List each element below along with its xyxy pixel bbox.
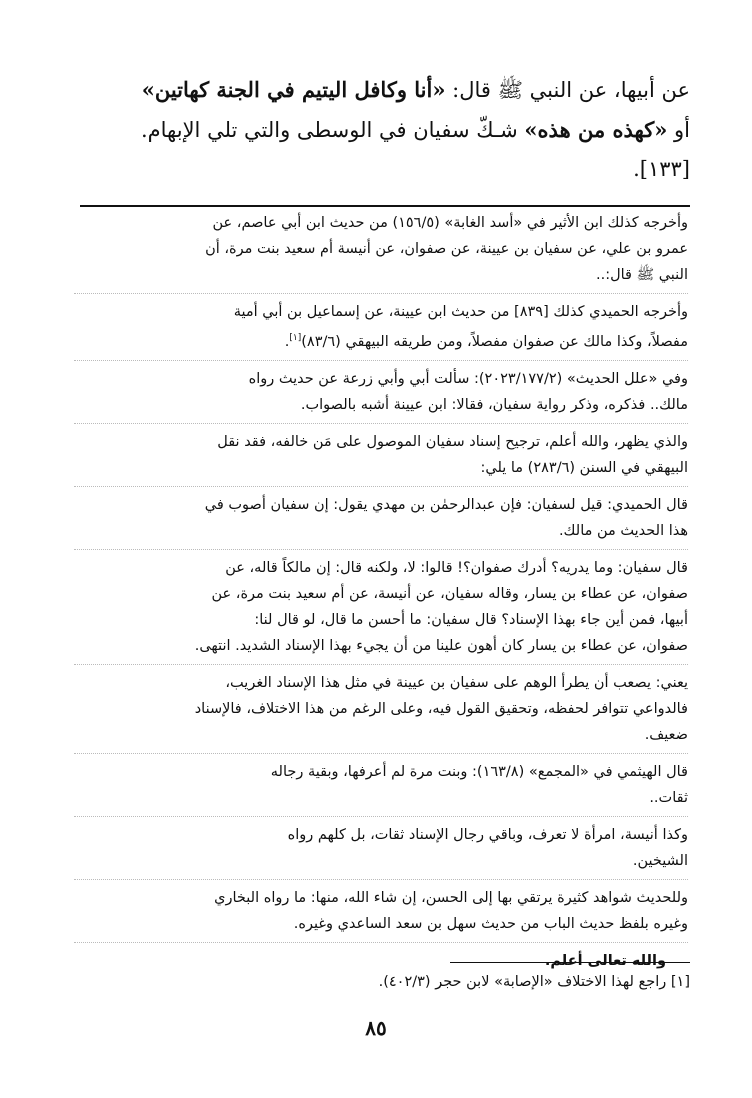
footnote: [١] راجع لهذا الاختلاف «الإصابة» لابن حجر (٤٠٢/٣). — [378, 974, 690, 990]
commentary-notes — [74, 210, 688, 974]
note-paragraph — [74, 429, 688, 487]
note-paragraph — [74, 759, 688, 817]
note-line: البيهقي في السنن (٢٨٣/٦) ما يلي: — [480, 459, 688, 476]
note-paragraph — [74, 210, 688, 294]
note-line: قال سفيان: وما يدريه؟ أدرك صفوان؟! قالوا: لا، ولكنه قال: إن مالكاً قاله، عن — [225, 559, 688, 576]
note-line: الشيخين. — [632, 852, 688, 869]
note-line: هذا الحديث من مالك. — [558, 522, 688, 539]
note-line: وللحديث شواهد كثيرة يرتقي بها إلى الحسن، إن شاء الله، منها: ما رواه البخاري — [214, 889, 688, 906]
note-line: مفصلاً، وكذا مالك عن صفوان مفصلاً، ومن طريقه البيهقي (٨٣/٦)[١]. — [284, 333, 688, 350]
section-divider — [80, 205, 690, 207]
note-line: ضعيف. — [644, 726, 688, 743]
main-line-2-text: أو — [667, 118, 690, 142]
note-line: فالدواعي تتوافر لحفظه، وتحقيق القول فيه، وعلى الرغم من هذا الاختلاف، فالإسناد — [194, 700, 688, 717]
note-line: وكذا أنيسة، امرأة لا تعرف، وباقي رجال الإسناد ثقات، بل كلهم رواه — [287, 826, 688, 843]
main-line-1 — [78, 70, 690, 110]
note-paragraph — [74, 555, 688, 665]
hadith-main-text — [78, 70, 690, 189]
hadith-quote: «أنا وكافل اليتيم في الجنة كهاتين» — [141, 77, 446, 102]
note-paragraph — [74, 492, 688, 550]
main-line-2 — [78, 110, 690, 150]
note-line: مالك.. فذكره، وذكر رواية سفيان، فقالا: ابن عيينة أشبه بالصواب. — [300, 396, 688, 413]
note-line: يعني: يصعب أن يطرأ الوهم على سفيان بن عيينة في مثل هذا الإسناد الغريب، — [225, 674, 688, 691]
note-line: والذي يظهر، والله أعلم، ترجيح إسناد سفيان الموصول على مَن خالفه، فقد نقل — [217, 433, 688, 450]
note-line: وأخرجه الحميدي كذلك [٨٣٩] من حديث ابن عيينة، عن إسماعيل بن أبي أمية — [233, 304, 688, 320]
main-line-2-rest: شـكّ سفيان في الوسطى والتي تلي الإبهام. — [140, 118, 525, 142]
note-line: وأخرجه كذلك ابن الأثير في «أسد الغابة» (١٥٦/٥) من حديث ابن أبي عاصم، عن — [212, 215, 688, 231]
hadith-number: [١٣٣]. — [633, 157, 690, 181]
page-number: ٨٥ — [365, 1016, 387, 1040]
note-paragraph — [74, 670, 688, 754]
note-line: أبيها، فمن أين جاء بهذا الإسناد؟ قال سفيان: ما أحسن ما قال، لو قال لنا: — [254, 611, 688, 628]
note-line: ثقات.. — [649, 789, 688, 806]
note-paragraph — [74, 885, 688, 943]
note-line: وفي «علل الحديث» (٢٠٢٣/١٧٧/٢): سألت أبي وأبي زرعة عن حديث رواه — [248, 370, 688, 387]
note-line: عمرو بن علي، عن سفيان بن عيينة، عن صفوان، عن أنيسة أم سعيد بنت مرة، أن — [205, 241, 688, 257]
note-paragraph — [74, 822, 688, 880]
note-line: وغيره بلفظ حديث الباب من حديث سهل بن سعد الساعدي وغيره. — [293, 915, 688, 932]
hadith-quote-alt: «كهذه من هذه» — [524, 117, 668, 142]
note-line: صفوان، عن عطاء بن يسار، وقاله سفيان، عن أنيسة، عن أم سعيد بنت مرة، عن — [211, 585, 688, 602]
main-line-1-text: عن أبيها، عن النبي ﷺ قال: — [445, 78, 690, 102]
note-line: قال الهيثمي في «المجمع» (١٦٣/٨): وبنت مرة لم أعرفها، وبقية رجاله — [270, 763, 688, 780]
footnote-divider — [450, 962, 690, 963]
note-line-text: مفصلاً، وكذا مالك عن صفوان مفصلاً، ومن طريقه البيهقي (٨٣/٦) — [301, 333, 688, 350]
note-line: قال الحميدي: قيل لسفيان: فإن عبدالرحمٰن بن مهدي يقول: إن سفيان أصوب في — [204, 496, 688, 513]
footnote-reference: [١] — [289, 333, 302, 343]
note-line: النبي ﷺ قال:.. — [595, 267, 688, 283]
note-line: صفوان، عن عطاء بن يسار كان أهون علينا من أن يجيء بهذا الإسناد الشديد. انتهى. — [194, 637, 688, 654]
note-paragraph — [74, 299, 688, 361]
note-paragraph — [74, 366, 688, 424]
closing-phrase: والله تعالى أعلم. — [544, 952, 666, 969]
